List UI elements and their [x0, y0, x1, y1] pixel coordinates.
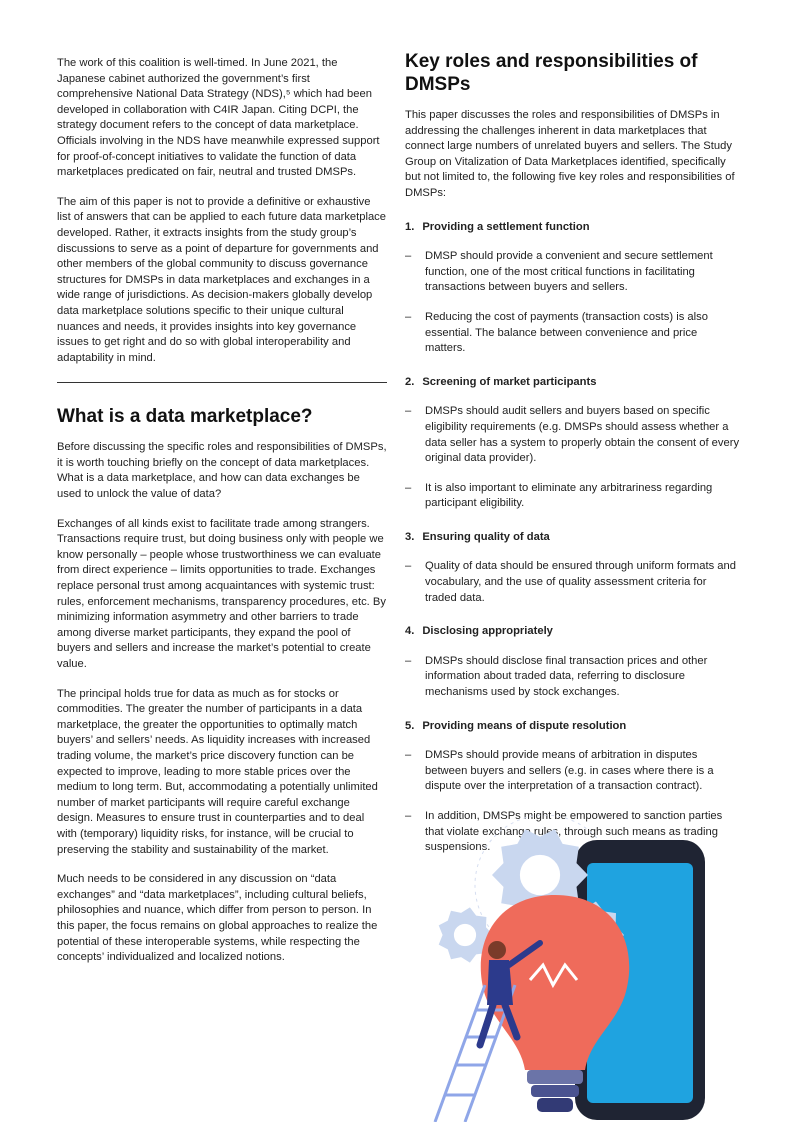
role-number: 3.: [405, 530, 415, 543]
heading-key-roles: Key roles and responsibilities of DMSPs: [405, 51, 698, 95]
bullet-text: Quality of data should be ensured through uniform formats and vocabulary, and the use of quality assessment criteria for traded data.: [425, 560, 736, 604]
bullet-text: It is also important to eliminate any arbitrariness regarding participant eligibility.: [425, 481, 713, 510]
role-heading-1: [405, 220, 740, 236]
roles-list: [405, 220, 740, 856]
role-bullet: [405, 249, 740, 296]
dash-marker: –: [405, 654, 412, 667]
paragraph-exchanges: Exchanges of all kinds exist to facilitate trade among strangers. Transactions require trust, but doing business only with people we know personally – people whose trustworthiness we can evaluate from direct experience – limits opportunities to trade. Exchanges replace personal trust among acquaintances with systemic trust: rules, enforcement mechanisms, transparency procedures, etc. By minimizing information asymmetry and other barriers to trade among diverse market participants, they expand the pool of buyers and sellers and increase the market’s potential to create value.: [57, 517, 386, 670]
role-title: Disclosing appropriately: [422, 625, 553, 638]
section-divider: [57, 382, 387, 383]
role-heading-5: [405, 719, 740, 735]
dash-marker: –: [405, 810, 412, 822]
left-column: [57, 56, 387, 980]
dash-marker: –: [405, 560, 412, 573]
role-bullet: [405, 310, 740, 357]
role-bullet: [405, 748, 740, 795]
role-title: Ensuring quality of data: [422, 530, 550, 543]
bullet-text: Reducing the cost of payments (transaction costs) is also essential. The balance between convenience and price matters.: [425, 310, 708, 355]
role-bullet: [405, 654, 740, 701]
role-heading-4: [405, 624, 740, 640]
heading-what-is-data-marketplace: What is a data marketplace?: [57, 406, 313, 428]
bullet-text: DMSPs should provide means of arbitration in disputes between buyers and sellers (e.g. in cases where there is a dispute over the interpretation of a transaction contract).: [425, 749, 714, 793]
role-number: 5.: [405, 719, 415, 732]
paragraph-nds: The work of this coalition is well-timed. In June 2021, the Japanese cabinet authorized the government’s first comprehensive National Data Strategy (NDS),⁵ which had been developed in collaboration with C4IR Japan. Citing DCPI, the strategy document refers to the concept of data marketplace. Officials involving in the NDS have meanwhile expressed support for proof-of-concept initiatives to validate the function of data marketplaces predicated on fair, neutral and trusted DMSPs.: [57, 57, 380, 179]
dash-marker: –: [405, 481, 412, 494]
paragraph-considerations: Much needs to be considered in any discussion on “data exchanges” and “data marketplaces”, including cultural beliefs, philosophies and nuance, which differ from person to person. In this paper, the focus remains on global approaches to realize the potential of these interoperable systems, while respecting the concepts’ individualized and localized notions.: [57, 873, 378, 964]
paragraph-principal: The principal holds true for data as much as for stocks or commodities. The greater the number of participants in a data marketplace, the greater the opportunities to optimally match buyers’ and sellers’ needs. As liquidity increases with increased trading volume, the market’s price discovery function can be expected to improve, leading to more stable prices over the medium to long term. But, accommodating a potentially unlimited number of market participants will require careful exchange design. Measures to ensure trust in counterparties and to deal with (temporary) liquidity risks, for instance, will be crucial to preserving the stability and sustainability of the market.: [57, 687, 378, 856]
bullet-text: DMSPs should audit sellers and buyers based on specific eligibility requirements (e.g. DMSPs should assess whether a data seller has a system to properly obtain the consent of every original data provider).: [425, 405, 740, 465]
bullet-text: In addition, DMSPs might be empowered to sanction parties that violate exchange rules, through such means as trading suspensions.: [425, 810, 723, 854]
paragraph-intro-marketplace: Before discussing the specific roles and responsibilities of DMSPs, it is worth touching briefly on the concept of data marketplaces. What is a data marketplace, and how can data exchanges be used to unlock the value of data?: [57, 441, 387, 501]
role-title: Providing a settlement function: [422, 220, 590, 233]
dash-marker: –: [405, 310, 412, 323]
bullet-text: DMSP should provide a convenient and secure settlement function, one of the most critical functions in facilitating transactions between buyers and sellers.: [425, 250, 713, 294]
role-bullet: [405, 559, 740, 606]
role-bullet: [405, 404, 740, 466]
paragraph-roles-intro: This paper discusses the roles and responsibilities of DMSPs in addressing the challenges inherent in data marketplaces that connect large numbers of unrelated buyers and sellers. The Study Group on Vitalization of Data Marketplaces identified, specifically but not limited to, the following five key roles and responsibilities of DMSPs:: [405, 109, 735, 199]
role-number: 1.: [405, 220, 415, 233]
role-heading-3: [405, 530, 740, 546]
role-title: Screening of market participants: [422, 375, 597, 388]
role-bullet: [405, 481, 740, 512]
lightbulb-illustration: [425, 815, 725, 1122]
role-number: 2.: [405, 375, 415, 388]
dash-marker: –: [405, 250, 412, 263]
role-heading-2: [405, 375, 740, 391]
right-column: [405, 51, 740, 870]
paragraph-aim: The aim of this paper is not to provide a definitive or exhaustive list of answers that can be applied to each future data marketplace developed. Rather, it extracts insights from the study group’s discussions to serve as a point of departure for governments and other members of the global community to discuss governance structures for DMSPs in data marketplaces and exchanges in a wide range of jurisdictions. As decision-makers globally develop data marketplace solutions specific to their unique cultural nuances and needs, it provides insights into key governance issues to get right and do so with global interoperability and adaptability in mind.: [57, 195, 386, 364]
role-number: 4.: [405, 625, 415, 638]
role-title: Providing means of dispute resolution: [422, 719, 627, 732]
dash-marker: –: [405, 405, 412, 418]
bullet-text: DMSPs should disclose final transaction prices and other information about traded data, referring to disclosure mechanisms used by stock exchanges.: [425, 654, 708, 699]
dash-marker: –: [405, 749, 412, 762]
